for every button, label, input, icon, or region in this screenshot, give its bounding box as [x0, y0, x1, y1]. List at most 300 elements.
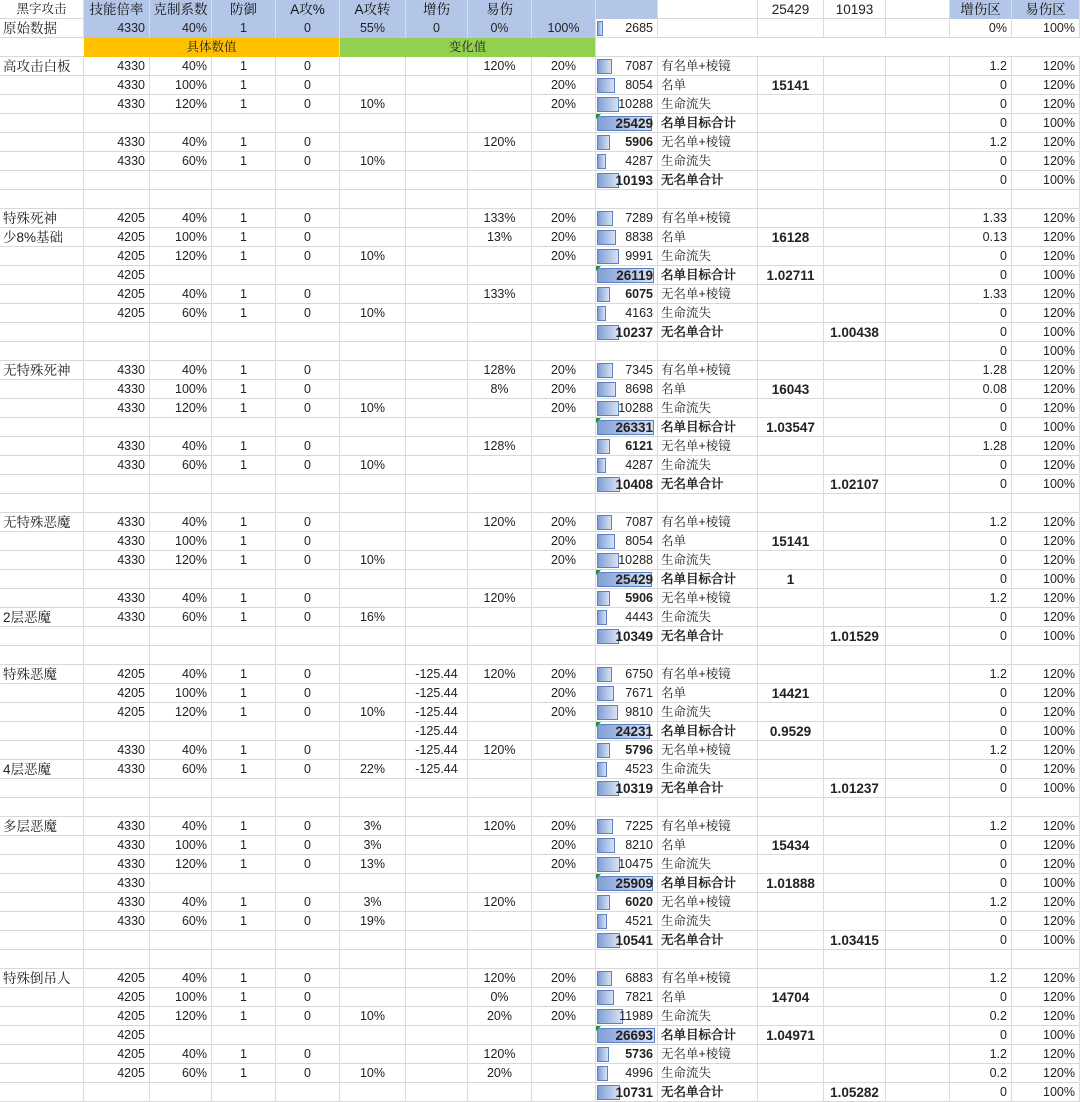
cell-a-atk-conv[interactable]	[406, 1083, 468, 1102]
cell-dmg-zone[interactable]: 1.28	[950, 361, 1012, 380]
cell-counter-coef[interactable]: 1	[212, 76, 276, 95]
cell-label[interactable]	[0, 76, 84, 95]
cell-desc[interactable]: 有名单+棱镜	[658, 209, 758, 228]
cell-counter-coef[interactable]: 1	[212, 152, 276, 171]
cell-dmg-bonus[interactable]	[468, 798, 532, 817]
cell-dmg-bonus[interactable]	[468, 1083, 532, 1102]
cell-vuln-zone[interactable]: 120%	[1012, 399, 1080, 418]
cell-ratio-b[interactable]: 1.00438	[824, 323, 886, 342]
cell-total[interactable]	[596, 646, 658, 665]
cell-vulnerability[interactable]	[532, 627, 596, 646]
cell-ratio-b[interactable]: 1.01529	[824, 627, 886, 646]
cell-ratio-b[interactable]	[824, 798, 886, 817]
cell-ratio-b[interactable]	[824, 760, 886, 779]
cell-skill-rate[interactable]: 120%	[150, 95, 212, 114]
cell-dmg-bonus[interactable]	[468, 836, 532, 855]
cell-total[interactable]	[596, 627, 658, 646]
cell-desc[interactable]	[658, 646, 758, 665]
cell-desc[interactable]: 生命流失	[658, 95, 758, 114]
cell-black-attack[interactable]: 4205	[84, 1045, 150, 1064]
cell-ratio-a[interactable]	[758, 855, 824, 874]
cell-ratio-a[interactable]	[758, 133, 824, 152]
cell-label[interactable]	[0, 475, 84, 494]
cell-a-atk-pct[interactable]	[340, 741, 406, 760]
cell-label[interactable]	[0, 722, 84, 741]
cell-defense[interactable]: 0	[276, 551, 340, 570]
cell-defense[interactable]: 0	[276, 912, 340, 931]
cell-label[interactable]	[0, 190, 84, 209]
cell-skill-rate[interactable]: 40%	[150, 893, 212, 912]
cell-total[interactable]	[596, 190, 658, 209]
cell-ratio-a[interactable]	[758, 209, 824, 228]
cell-defense[interactable]	[276, 266, 340, 285]
cell-desc[interactable]: 无名单合计	[658, 171, 758, 190]
cell-a-atk-conv[interactable]: -125.44	[406, 722, 468, 741]
cell-total[interactable]	[596, 1083, 658, 1102]
cell-vulnerability[interactable]	[532, 190, 596, 209]
cell-ratio-a[interactable]	[758, 912, 824, 931]
cell-ratio-a[interactable]	[758, 608, 824, 627]
cell-ratio-a[interactable]	[758, 437, 824, 456]
cell-total[interactable]	[596, 494, 658, 513]
cell-dmg-bonus[interactable]	[468, 114, 532, 133]
cell-black-attack[interactable]: 4330	[84, 532, 150, 551]
cell-blank[interactable]	[886, 1064, 950, 1083]
cell-blank[interactable]	[886, 190, 950, 209]
cell-label[interactable]	[0, 1026, 84, 1045]
cell-ratio-b[interactable]	[824, 437, 886, 456]
cell-skill-rate[interactable]: 40%	[150, 133, 212, 152]
cell-skill-rate[interactable]	[150, 1026, 212, 1045]
cell-black-attack[interactable]	[84, 190, 150, 209]
cell-skill-rate[interactable]: 60%	[150, 608, 212, 627]
cell-vulnerability[interactable]: 20%	[532, 57, 596, 76]
cell-defense[interactable]: 0	[276, 456, 340, 475]
cell-a-atk-pct[interactable]	[340, 228, 406, 247]
cell-defense[interactable]	[276, 323, 340, 342]
cell-blank[interactable]	[886, 19, 950, 38]
cell-ratio-a[interactable]: 0.9529	[758, 722, 824, 741]
cell-black-attack[interactable]: 4330	[84, 836, 150, 855]
cell-blank[interactable]	[886, 836, 950, 855]
cell-a-atk-pct[interactable]: 10%	[340, 247, 406, 266]
cell-a-atk-pct[interactable]	[340, 665, 406, 684]
cell-label[interactable]	[0, 437, 84, 456]
cell-counter-coef[interactable]	[212, 418, 276, 437]
cell-blank[interactable]	[886, 779, 950, 798]
cell-a-atk-conv[interactable]	[406, 494, 468, 513]
cell-ratio-b[interactable]	[824, 456, 886, 475]
cell-skill-rate[interactable]: 60%	[150, 912, 212, 931]
cell-ratio-b[interactable]	[824, 646, 886, 665]
cell-vuln-zone[interactable]: 120%	[1012, 760, 1080, 779]
cell-a-atk-pct[interactable]: 10%	[340, 1064, 406, 1083]
cell-a-atk-pct[interactable]	[340, 323, 406, 342]
cell-total[interactable]	[596, 171, 658, 190]
cell-dmg-zone[interactable]	[950, 494, 1012, 513]
cell-ratio-b[interactable]	[824, 570, 886, 589]
cell-vulnerability[interactable]	[532, 171, 596, 190]
cell-blank[interactable]	[886, 380, 950, 399]
cell-ratio-b[interactable]	[824, 950, 886, 969]
cell-dmg-bonus[interactable]: 8%	[468, 380, 532, 399]
cell-total[interactable]	[596, 57, 658, 76]
cell-black-attack[interactable]: 4205	[84, 665, 150, 684]
cell-skill-rate[interactable]	[150, 418, 212, 437]
cell-skill-rate[interactable]	[150, 171, 212, 190]
cell-counter-coef[interactable]: 1	[212, 893, 276, 912]
cell-dmg-bonus[interactable]	[468, 266, 532, 285]
cell-total[interactable]	[596, 1026, 658, 1045]
cell-ratio-b[interactable]: 1.02107	[824, 475, 886, 494]
cell-vuln-zone[interactable]: 100%	[1012, 627, 1080, 646]
cell-ratio-a[interactable]	[758, 893, 824, 912]
cell-desc[interactable]: 有名单+棱镜	[658, 57, 758, 76]
cell-dmg-zone[interactable]: 1.2	[950, 893, 1012, 912]
cell-ratio-a[interactable]	[758, 19, 824, 38]
cell-defense[interactable]: 0	[276, 741, 340, 760]
cell-counter-coef[interactable]	[212, 570, 276, 589]
cell-vulnerability[interactable]	[532, 418, 596, 437]
cell-vulnerability[interactable]	[532, 1026, 596, 1045]
cell-dmg-zone[interactable]: 1.2	[950, 513, 1012, 532]
cell-blank[interactable]	[886, 399, 950, 418]
cell-black-attack[interactable]	[84, 570, 150, 589]
cell-counter-coef[interactable]	[212, 323, 276, 342]
cell-a-atk-conv[interactable]	[406, 266, 468, 285]
cell-black-attack[interactable]	[84, 798, 150, 817]
cell-black-attack[interactable]: 4205	[84, 703, 150, 722]
cell-defense[interactable]: 0	[276, 684, 340, 703]
cell-skill-rate[interactable]	[150, 646, 212, 665]
cell-vuln-zone[interactable]: 120%	[1012, 608, 1080, 627]
cell-dmg-zone[interactable]: 0.2	[950, 1007, 1012, 1026]
cell-dmg-zone[interactable]: 1.2	[950, 741, 1012, 760]
cell-desc[interactable]: 无名单合计	[658, 1083, 758, 1102]
cell-black-attack[interactable]: 4330	[84, 513, 150, 532]
cell-defense[interactable]	[276, 779, 340, 798]
cell-vulnerability[interactable]: 20%	[532, 684, 596, 703]
cell-defense[interactable]: 0	[276, 532, 340, 551]
cell-skill-rate[interactable]: 100%	[150, 532, 212, 551]
cell-vuln-zone[interactable]: 120%	[1012, 1064, 1080, 1083]
cell-total[interactable]	[596, 513, 658, 532]
cell-desc[interactable]	[658, 798, 758, 817]
cell-a-atk-conv[interactable]	[406, 912, 468, 931]
cell-label[interactable]	[0, 874, 84, 893]
cell-black-attack[interactable]: 4330	[84, 361, 150, 380]
cell-total[interactable]	[596, 779, 658, 798]
cell-label[interactable]: 少8%基础	[0, 228, 84, 247]
cell-total[interactable]	[596, 760, 658, 779]
cell-a-atk-conv[interactable]	[406, 874, 468, 893]
cell-ratio-a[interactable]	[758, 171, 824, 190]
cell-a-atk-conv[interactable]	[406, 361, 468, 380]
header-defense[interactable]: A攻%	[276, 0, 340, 19]
cell-ratio-b[interactable]	[824, 190, 886, 209]
cell-blank[interactable]	[886, 95, 950, 114]
cell-defense[interactable]: 0	[276, 19, 340, 38]
cell-dmg-zone[interactable]: 1.2	[950, 57, 1012, 76]
cell-label[interactable]: 无特殊死神	[0, 361, 84, 380]
cell-ratio-a[interactable]	[758, 475, 824, 494]
cell-ratio-a[interactable]	[758, 950, 824, 969]
cell-counter-coef[interactable]	[212, 171, 276, 190]
cell-dmg-zone[interactable]: 0	[950, 304, 1012, 323]
cell-black-attack[interactable]	[84, 931, 150, 950]
cell-black-attack[interactable]	[84, 646, 150, 665]
cell-black-attack[interactable]	[84, 627, 150, 646]
cell-counter-coef[interactable]: 1	[212, 855, 276, 874]
cell-a-atk-conv[interactable]: -125.44	[406, 665, 468, 684]
cell-a-atk-conv[interactable]	[406, 969, 468, 988]
cell-total[interactable]	[596, 304, 658, 323]
cell-ratio-a[interactable]: 1.04971	[758, 1026, 824, 1045]
cell-desc[interactable]: 名单目标合计	[658, 570, 758, 589]
cell-dmg-bonus[interactable]	[468, 646, 532, 665]
cell-dmg-zone[interactable]: 0	[950, 418, 1012, 437]
cell-skill-rate[interactable]: 40%	[150, 437, 212, 456]
cell-ratio-b[interactable]: 1.03415	[824, 931, 886, 950]
cell-a-atk-pct[interactable]	[340, 532, 406, 551]
cell-skill-rate[interactable]	[150, 1083, 212, 1102]
cell-desc[interactable]: 生命流失	[658, 1007, 758, 1026]
cell-label[interactable]	[0, 266, 84, 285]
cell-ratio-a[interactable]	[758, 190, 824, 209]
cell-blank[interactable]	[886, 76, 950, 95]
cell-vuln-zone[interactable]: 120%	[1012, 152, 1080, 171]
cell-ratio-a[interactable]	[758, 152, 824, 171]
cell-skill-rate[interactable]: 40%	[150, 969, 212, 988]
cell-dmg-bonus[interactable]	[468, 874, 532, 893]
cell-vuln-zone[interactable]: 120%	[1012, 437, 1080, 456]
cell-dmg-zone[interactable]: 0	[950, 703, 1012, 722]
cell-blank[interactable]	[886, 1083, 950, 1102]
cell-vuln-zone[interactable]: 120%	[1012, 665, 1080, 684]
cell-ratio-b[interactable]	[824, 741, 886, 760]
cell-vulnerability[interactable]	[532, 893, 596, 912]
cell-defense[interactable]	[276, 342, 340, 361]
cell-ratio-b[interactable]	[824, 247, 886, 266]
cell-label[interactable]	[0, 627, 84, 646]
cell-vuln-zone[interactable]: 120%	[1012, 76, 1080, 95]
cell-vuln-zone[interactable]: 120%	[1012, 209, 1080, 228]
cell-total[interactable]	[596, 1064, 658, 1083]
cell-vuln-zone[interactable]: 120%	[1012, 551, 1080, 570]
cell-vuln-zone[interactable]: 120%	[1012, 1045, 1080, 1064]
header-skill-rate[interactable]: 克制系数	[150, 0, 212, 19]
cell-defense[interactable]: 0	[276, 95, 340, 114]
cell-dmg-zone[interactable]	[950, 190, 1012, 209]
cell-a-atk-conv[interactable]	[406, 779, 468, 798]
cell-total[interactable]	[596, 988, 658, 1007]
cell-counter-coef[interactable]: 1	[212, 988, 276, 1007]
cell-ratio-a[interactable]	[758, 57, 824, 76]
cell-ratio-a[interactable]	[758, 342, 824, 361]
cell-vuln-zone[interactable]: 100%	[1012, 114, 1080, 133]
cell-label[interactable]	[0, 703, 84, 722]
cell-a-atk-pct[interactable]: 16%	[340, 608, 406, 627]
cell-dmg-zone[interactable]: 0.13	[950, 228, 1012, 247]
cell-dmg-zone[interactable]: 1.2	[950, 817, 1012, 836]
header-vulnerability[interactable]	[532, 0, 596, 19]
cell-dmg-zone[interactable]: 0	[950, 874, 1012, 893]
cell-ratio-b[interactable]	[824, 551, 886, 570]
cell-total[interactable]	[596, 418, 658, 437]
cell-defense[interactable]: 0	[276, 380, 340, 399]
cell-ratio-a[interactable]	[758, 304, 824, 323]
cell-black-attack[interactable]	[84, 779, 150, 798]
cell-vulnerability[interactable]	[532, 570, 596, 589]
cell-blank[interactable]	[886, 551, 950, 570]
cell-a-atk-pct[interactable]	[340, 361, 406, 380]
cell-vuln-zone[interactable]: 100%	[1012, 323, 1080, 342]
cell-blank[interactable]	[886, 456, 950, 475]
cell-label[interactable]	[0, 114, 84, 133]
cell-label[interactable]	[0, 171, 84, 190]
cell-dmg-zone[interactable]: 0	[950, 931, 1012, 950]
cell-a-atk-conv[interactable]	[406, 1026, 468, 1045]
cell-black-attack[interactable]	[84, 475, 150, 494]
cell-black-attack[interactable]: 4330	[84, 133, 150, 152]
cell-blank[interactable]	[886, 323, 950, 342]
cell-vulnerability[interactable]	[532, 342, 596, 361]
cell-ratio-b[interactable]	[824, 228, 886, 247]
cell-a-atk-pct[interactable]	[340, 418, 406, 437]
cell-vulnerability[interactable]	[532, 779, 596, 798]
cell-black-attack[interactable]: 4205	[84, 304, 150, 323]
cell-counter-coef[interactable]: 1	[212, 836, 276, 855]
cell-defense[interactable]	[276, 874, 340, 893]
cell-desc[interactable]: 名单	[658, 76, 758, 95]
cell-black-attack[interactable]: 4330	[84, 95, 150, 114]
cell-defense[interactable]: 0	[276, 209, 340, 228]
cell-counter-coef[interactable]	[212, 646, 276, 665]
cell-vuln-zone[interactable]	[1012, 798, 1080, 817]
cell-black-attack[interactable]: 4205	[84, 1007, 150, 1026]
cell-desc[interactable]: 无名单+棱镜	[658, 741, 758, 760]
cell-desc[interactable]: 生命流失	[658, 456, 758, 475]
cell-dmg-bonus[interactable]	[468, 855, 532, 874]
cell-blank[interactable]	[886, 209, 950, 228]
cell-counter-coef[interactable]: 1	[212, 247, 276, 266]
cell-a-atk-pct[interactable]	[340, 722, 406, 741]
cell-ratio-a[interactable]	[758, 741, 824, 760]
cell-ratio-a[interactable]: 1.01888	[758, 874, 824, 893]
cell-desc[interactable]: 生命流失	[658, 912, 758, 931]
cell-vulnerability[interactable]: 20%	[532, 969, 596, 988]
cell-skill-rate[interactable]: 60%	[150, 456, 212, 475]
cell-a-atk-conv[interactable]	[406, 228, 468, 247]
cell-label[interactable]	[0, 570, 84, 589]
cell-vuln-zone[interactable]: 120%	[1012, 247, 1080, 266]
cell-blank[interactable]	[886, 266, 950, 285]
cell-ratio-a[interactable]: 1.03547	[758, 418, 824, 437]
cell-skill-rate[interactable]: 60%	[150, 1064, 212, 1083]
cell-a-atk-conv[interactable]	[406, 798, 468, 817]
cell-vulnerability[interactable]: 20%	[532, 228, 596, 247]
cell-desc[interactable]: 名单目标合计	[658, 266, 758, 285]
cell-blank[interactable]	[886, 950, 950, 969]
cell-a-atk-conv[interactable]	[406, 646, 468, 665]
cell-defense[interactable]	[276, 171, 340, 190]
cell-ratio-b[interactable]	[824, 76, 886, 95]
cell-vuln-zone[interactable]: 120%	[1012, 361, 1080, 380]
cell-a-atk-conv[interactable]	[406, 570, 468, 589]
cell-blank[interactable]	[886, 304, 950, 323]
cell-a-atk-pct[interactable]: 3%	[340, 836, 406, 855]
cell-desc[interactable]: 有名单+棱镜	[658, 361, 758, 380]
cell-dmg-zone[interactable]: 0	[950, 627, 1012, 646]
cell-ratio-a[interactable]	[758, 703, 824, 722]
cell-a-atk-conv[interactable]	[406, 399, 468, 418]
cell-dmg-zone[interactable]	[950, 646, 1012, 665]
cell-dmg-bonus[interactable]	[468, 627, 532, 646]
cell-defense[interactable]: 0	[276, 893, 340, 912]
cell-counter-coef[interactable]: 1	[212, 551, 276, 570]
cell-desc[interactable]: 生命流失	[658, 760, 758, 779]
cell-defense[interactable]	[276, 931, 340, 950]
cell-a-atk-conv[interactable]	[406, 608, 468, 627]
cell-skill-rate[interactable]: 40%	[150, 665, 212, 684]
cell-skill-rate[interactable]	[150, 874, 212, 893]
cell-desc[interactable]: 生命流失	[658, 152, 758, 171]
cell-desc[interactable]: 无名单合计	[658, 931, 758, 950]
cell-counter-coef[interactable]: 1	[212, 228, 276, 247]
cell-vuln-zone[interactable]: 120%	[1012, 741, 1080, 760]
cell-total[interactable]	[596, 855, 658, 874]
cell-dmg-bonus[interactable]	[468, 532, 532, 551]
cell-counter-coef[interactable]: 1	[212, 608, 276, 627]
cell-vuln-zone[interactable]: 120%	[1012, 855, 1080, 874]
cell-dmg-zone[interactable]	[950, 798, 1012, 817]
cell-ratio-b[interactable]	[824, 304, 886, 323]
cell-dmg-zone[interactable]: 0	[950, 399, 1012, 418]
cell-black-attack[interactable]: 4330	[84, 399, 150, 418]
cell-ratio-b[interactable]	[824, 722, 886, 741]
cell-dmg-bonus[interactable]	[468, 684, 532, 703]
cell-blank[interactable]	[886, 893, 950, 912]
cell-dmg-zone[interactable]: 0	[950, 114, 1012, 133]
cell-a-atk-pct[interactable]	[340, 209, 406, 228]
cell-desc[interactable]: 生命流失	[658, 304, 758, 323]
cell-label[interactable]	[0, 988, 84, 1007]
cell-counter-coef[interactable]: 1	[212, 912, 276, 931]
cell-defense[interactable]: 0	[276, 437, 340, 456]
cell-vuln-zone[interactable]	[1012, 950, 1080, 969]
cell-a-atk-conv[interactable]	[406, 437, 468, 456]
cell-skill-rate[interactable]: 100%	[150, 836, 212, 855]
cell-ratio-b[interactable]	[824, 855, 886, 874]
cell-ratio-a[interactable]	[758, 551, 824, 570]
cell-black-attack[interactable]: 4330	[84, 437, 150, 456]
cell-ratio-a[interactable]	[758, 456, 824, 475]
cell-ratio-a[interactable]: 14421	[758, 684, 824, 703]
cell-dmg-zone[interactable]: 0	[950, 95, 1012, 114]
cell-label[interactable]	[0, 95, 84, 114]
cell-blank[interactable]	[886, 931, 950, 950]
cell-counter-coef[interactable]: 1	[212, 760, 276, 779]
cell-counter-coef[interactable]	[212, 950, 276, 969]
cell-total[interactable]	[596, 684, 658, 703]
cell-black-attack[interactable]: 4205	[84, 209, 150, 228]
cell-dmg-bonus[interactable]	[468, 418, 532, 437]
cell-ratio-a[interactable]	[758, 399, 824, 418]
cell-vulnerability[interactable]	[532, 437, 596, 456]
cell-a-atk-pct[interactable]	[340, 114, 406, 133]
cell-blank[interactable]	[886, 1007, 950, 1026]
cell-ratio-b[interactable]	[824, 703, 886, 722]
